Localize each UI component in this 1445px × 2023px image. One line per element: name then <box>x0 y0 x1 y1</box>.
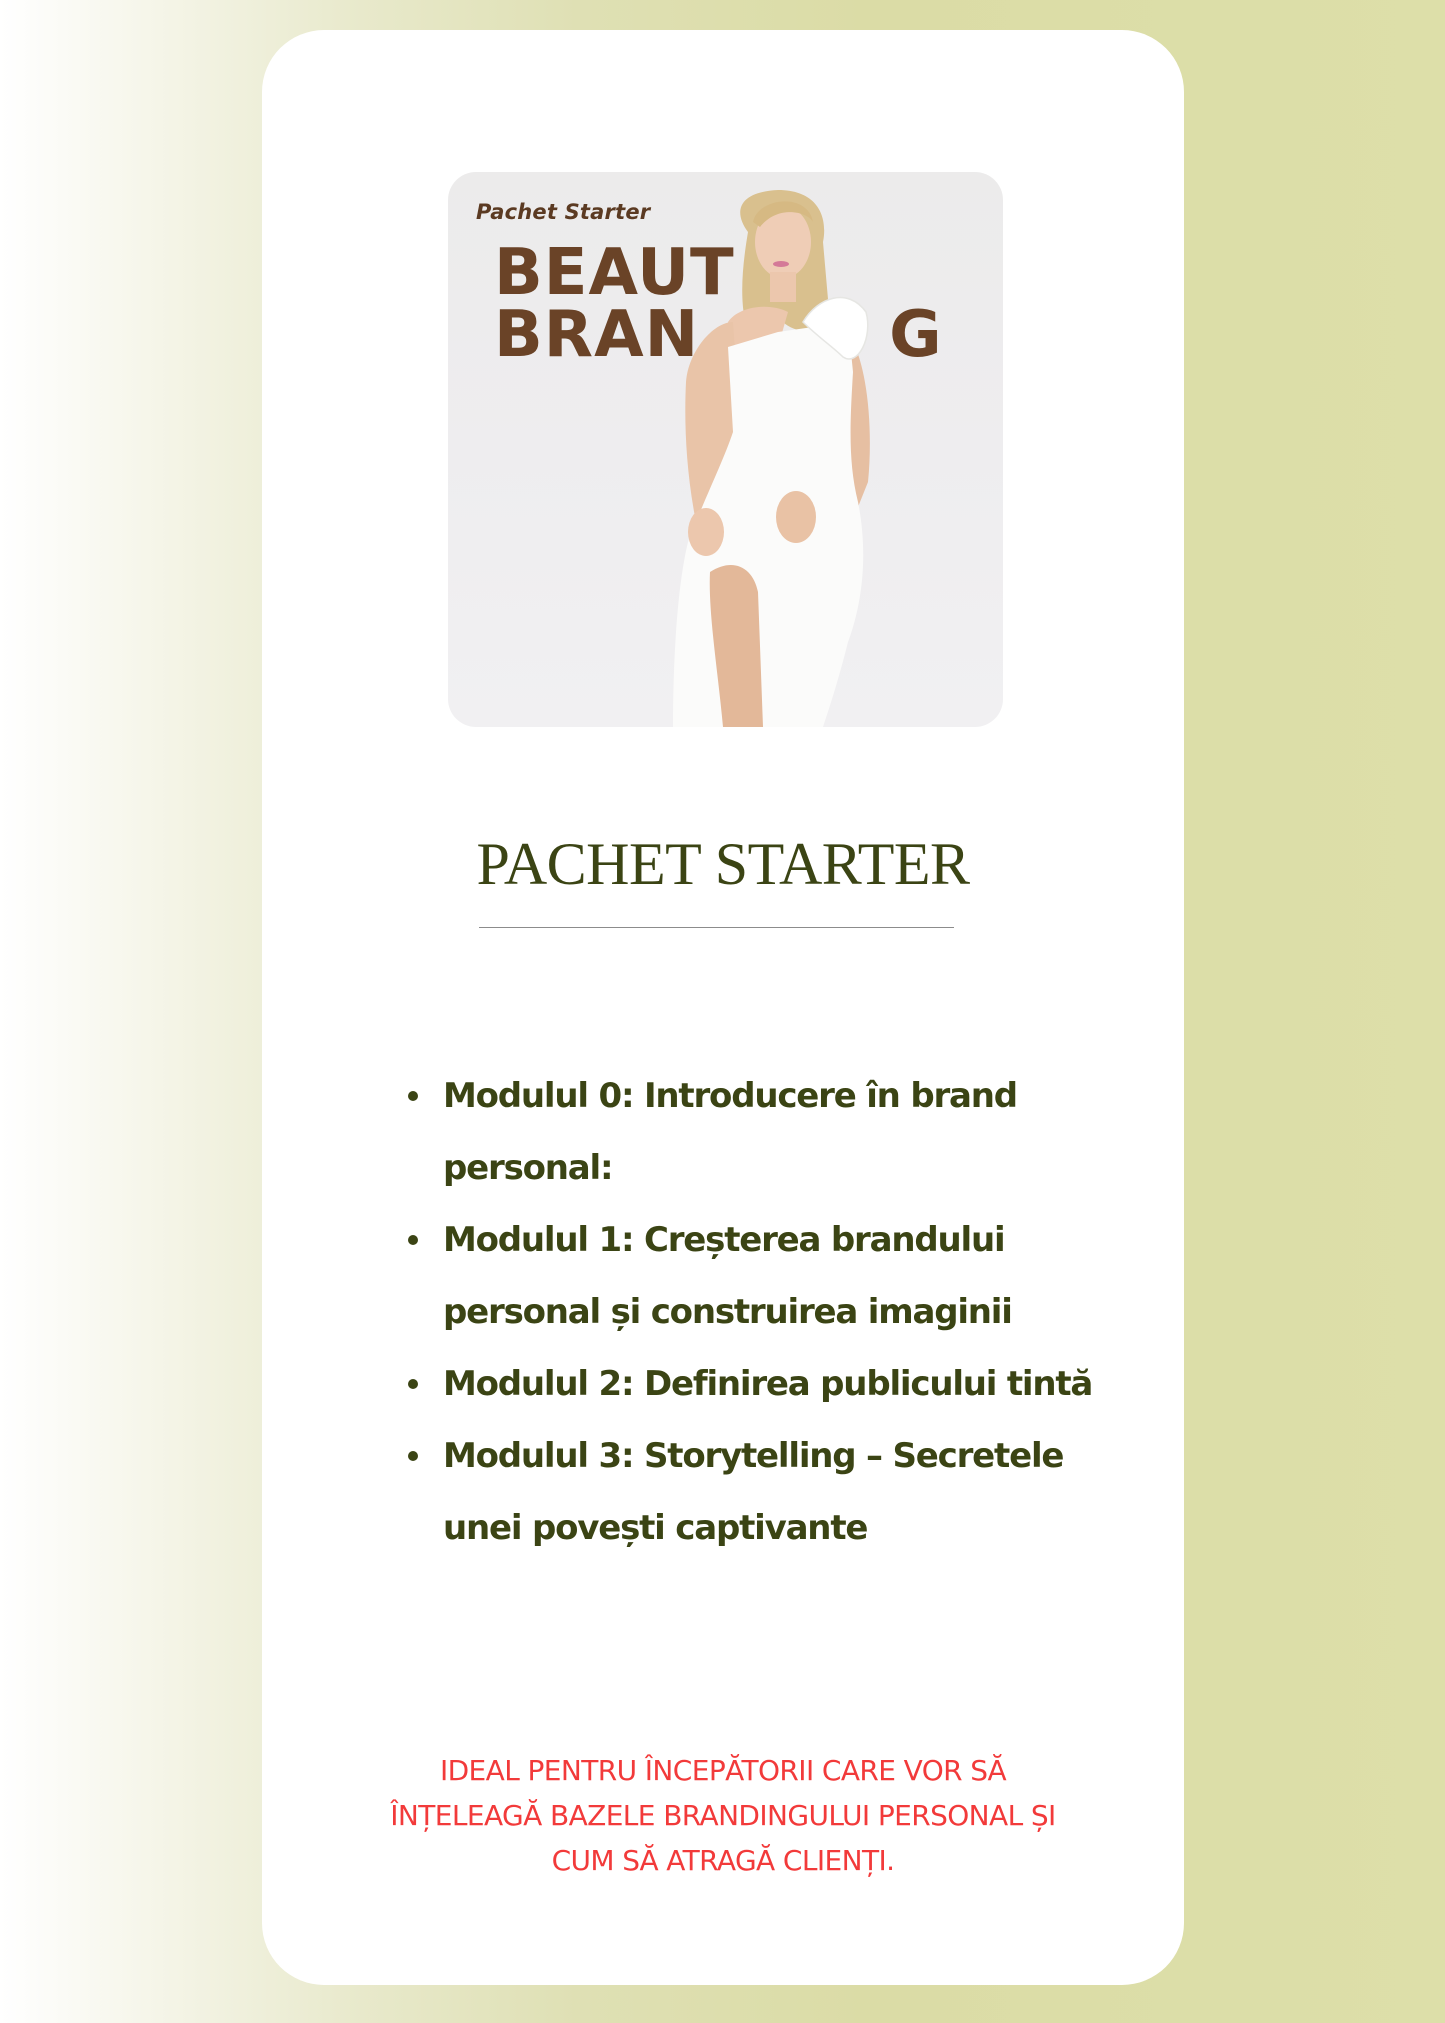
module-item <box>402 1348 1102 1420</box>
hero-image <box>448 172 1003 727</box>
hero-subtitle: Pachet Starter <box>476 200 651 224</box>
package-card <box>262 30 1184 1985</box>
woman-figure-illustration <box>448 172 1003 727</box>
section-title: PACHET STARTER <box>476 831 970 897</box>
module-label: Modulul 2: Definirea publicului tintă <box>443 1364 1093 1404</box>
hero-title-line1: BEAUT <box>494 236 735 310</box>
module-label: Modulul 3: Storytelling – Secretele unei povești captivante <box>443 1436 1064 1548</box>
bullet-icon <box>408 1091 418 1101</box>
module-item <box>402 1204 1102 1348</box>
module-list <box>402 1060 1102 1564</box>
title-divider <box>479 927 954 928</box>
bullet-icon <box>408 1235 418 1245</box>
module-label: Modulul 0: Introducere în brand personal: <box>443 1076 1017 1188</box>
module-label: Modulul 1: Creșterea brandului personal și construirea imaginii <box>443 1220 1012 1332</box>
note-line-1: IDEAL PENTRU ÎNCEPĂTORII CARE VOR SĂ <box>439 1754 1007 1787</box>
target-audience-note <box>302 1748 1144 1883</box>
bullet-icon <box>408 1451 418 1461</box>
module-item <box>402 1420 1102 1564</box>
hero-title-line2: BRAN G <box>494 298 943 372</box>
note-line-3: CUM SĂ ATRAGĂ CLIENȚI. <box>551 1844 895 1877</box>
module-item <box>402 1060 1102 1204</box>
bullet-icon <box>408 1379 418 1389</box>
note-line-2: ÎNȚELEAGĂ BAZELE BRANDINGULUI PERSONAL ȘI <box>390 1799 1056 1832</box>
